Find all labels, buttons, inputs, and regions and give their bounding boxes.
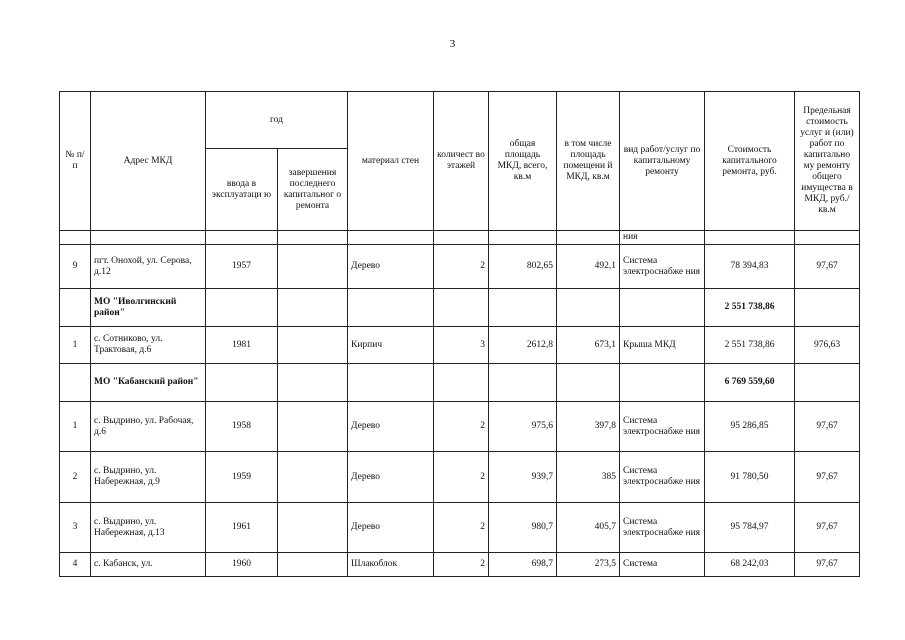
material-cell: Дерево bbox=[348, 503, 434, 553]
row-num: 9 bbox=[60, 245, 91, 289]
address-cell: с. Выдрино, ул. Набережная, д.9 bbox=[91, 452, 206, 503]
cost-cell: 91 780,50 bbox=[705, 452, 795, 503]
year-built-cell: 1958 bbox=[206, 402, 278, 452]
header-cost: Стоимость капитального ремонта, руб. bbox=[705, 92, 795, 231]
max-cost-cell: 976,63 bbox=[795, 327, 860, 364]
year-repair-cell bbox=[278, 327, 348, 364]
premises-area-cell: 492,1 bbox=[557, 245, 620, 289]
header-row-1 bbox=[60, 92, 860, 149]
max-cost-cell: 97,67 bbox=[795, 452, 860, 503]
floors-cell: 2 bbox=[434, 503, 489, 553]
total-area-cell: 939,7 bbox=[489, 452, 557, 503]
floors-cell: 2 bbox=[434, 553, 489, 577]
premises-area-cell: 273,5 bbox=[557, 553, 620, 577]
table-row-continuation bbox=[60, 231, 860, 245]
cost-cell: 68 242,03 bbox=[705, 553, 795, 577]
row-num: 3 bbox=[60, 503, 91, 553]
premises-area-cell: 405,7 bbox=[557, 503, 620, 553]
year-repair-cell bbox=[278, 503, 348, 553]
header-wall-material: материал стен bbox=[348, 92, 434, 231]
row-num: 1 bbox=[60, 327, 91, 364]
floors-cell: 2 bbox=[434, 452, 489, 503]
total-area-cell: 698,7 bbox=[489, 553, 557, 577]
header-year-built: ввода в эксплуатаци ю bbox=[206, 149, 278, 231]
work-type-cell: Система электроснабже ния bbox=[620, 245, 705, 289]
page-number: 3 bbox=[449, 38, 456, 50]
table-row bbox=[60, 245, 860, 289]
district-row bbox=[60, 364, 860, 402]
address-cell: с. Выдрино, ул. Набережная, д.13 bbox=[91, 503, 206, 553]
work-type-cell: ния bbox=[620, 231, 705, 245]
year-built-cell: 1959 bbox=[206, 452, 278, 503]
total-area-cell: 980,7 bbox=[489, 503, 557, 553]
total-area-cell: 975,6 bbox=[489, 402, 557, 452]
header-year-group: год bbox=[206, 92, 348, 149]
district-cost: 2 551 738,86 bbox=[705, 289, 795, 327]
cost-cell: 2 551 738,86 bbox=[705, 327, 795, 364]
premises-area-cell: 385 bbox=[557, 452, 620, 503]
header-address: Адрес МКД bbox=[91, 92, 206, 231]
header-work-type: вид работ/услуг по капитальному ремонту bbox=[620, 92, 705, 231]
premises-area-cell: 673,1 bbox=[557, 327, 620, 364]
floors-cell: 2 bbox=[434, 402, 489, 452]
max-cost-cell: 97,67 bbox=[795, 503, 860, 553]
district-name: МО "Иволгинский район" bbox=[91, 289, 206, 327]
work-type-cell: Система электроснабже ния bbox=[620, 503, 705, 553]
material-cell: Дерево bbox=[348, 452, 434, 503]
material-cell: Дерево bbox=[348, 245, 434, 289]
district-cost: 6 769 559,60 bbox=[705, 364, 795, 402]
address-cell: пгт. Онохой, ул. Серова, д.12 bbox=[91, 245, 206, 289]
year-built-cell: 1960 bbox=[206, 553, 278, 577]
max-cost-cell: 97,67 bbox=[795, 245, 860, 289]
year-built-cell: 1957 bbox=[206, 245, 278, 289]
material-cell: Кирпич bbox=[348, 327, 434, 364]
floors-cell: 3 bbox=[434, 327, 489, 364]
repair-table bbox=[59, 91, 860, 577]
total-area-cell: 802,65 bbox=[489, 245, 557, 289]
year-repair-cell bbox=[278, 553, 348, 577]
address-cell: с. Выдрино, ул. Рабочая, д.6 bbox=[91, 402, 206, 452]
header-max-cost: Предельная стоимость услуг и (или) работ по капитально му ремонту общего имущества в МКД, руб./кв.м bbox=[795, 92, 860, 231]
address-cell: с. Сотниково, ул. Трактовая, д.6 bbox=[91, 327, 206, 364]
premises-area-cell: 397,8 bbox=[557, 402, 620, 452]
total-area-cell: 2612,8 bbox=[489, 327, 557, 364]
material-cell: Шлакоблок bbox=[348, 553, 434, 577]
cost-cell: 95 784,97 bbox=[705, 503, 795, 553]
header-year-last-repair: завершения последнего капитальног о ремонта bbox=[278, 149, 348, 231]
row-num: 4 bbox=[60, 553, 91, 577]
header-num: № п/п bbox=[60, 92, 91, 231]
table-row bbox=[60, 553, 860, 577]
work-type-cell: Система bbox=[620, 553, 705, 577]
work-type-cell: Система электроснабже ния bbox=[620, 402, 705, 452]
cost-cell: 78 394,83 bbox=[705, 245, 795, 289]
row-num: 1 bbox=[60, 402, 91, 452]
table-row bbox=[60, 503, 860, 553]
year-built-cell: 1961 bbox=[206, 503, 278, 553]
district-name: МО "Кабанский район" bbox=[91, 364, 206, 402]
max-cost-cell: 97,67 bbox=[795, 402, 860, 452]
year-repair-cell bbox=[278, 452, 348, 503]
material-cell: Дерево bbox=[348, 402, 434, 452]
table-row bbox=[60, 452, 860, 503]
table-row bbox=[60, 402, 860, 452]
cost-cell: 95 286,85 bbox=[705, 402, 795, 452]
address-cell: с. Кабанск, ул. bbox=[91, 553, 206, 577]
header-premises-area: в том числе площадь помещени й МКД, кв.м bbox=[557, 92, 620, 231]
year-built-cell: 1981 bbox=[206, 327, 278, 364]
work-type-cell: Крыша МКД bbox=[620, 327, 705, 364]
max-cost-cell: 97,67 bbox=[795, 553, 860, 577]
floors-cell: 2 bbox=[434, 245, 489, 289]
work-type-cell: Система электроснабже ния bbox=[620, 452, 705, 503]
district-row bbox=[60, 289, 860, 327]
header-floors: количест во этажей bbox=[434, 92, 489, 231]
year-repair-cell bbox=[278, 245, 348, 289]
year-repair-cell bbox=[278, 402, 348, 452]
header-total-area: общая площадь МКД, всего, кв.м bbox=[489, 92, 557, 231]
table-row bbox=[60, 327, 860, 364]
row-num: 2 bbox=[60, 452, 91, 503]
